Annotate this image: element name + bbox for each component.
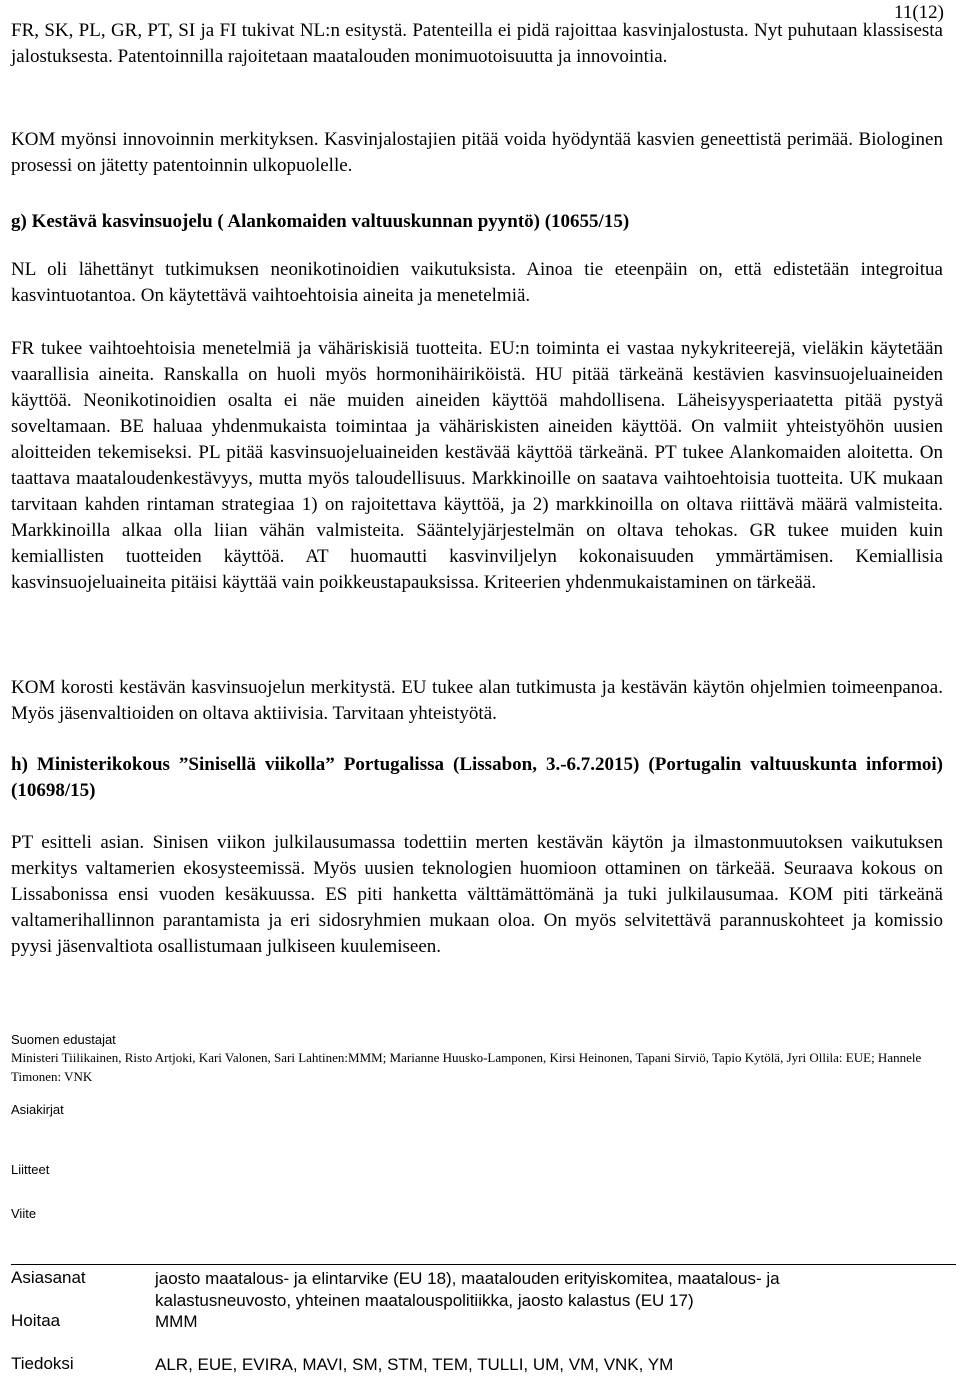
paragraph-kom-innovation: KOM myönsi innovoinnin merkityksen. Kasvinjalostajien pitää voida hyödyntää kasvien geneettistä perimää. Biologinen prosessi on jätetty patentoinnin ulkopuolelle.	[11, 129, 943, 176]
subject-value: jaosto maatalous- ja elintarvike (EU 18), maatalouden erityiskomitea, maatalous- ja kalastusneuvosto, yhteinen maatalouspolitiikka, jaosto kalastus (EU 17)	[155, 1269, 780, 1310]
paragraph-kom-plant-protection: KOM korosti kestävän kasvinsuojelun merkitystä. EU tukee alan tutkimusta ja kestävän käytön ohjelmien toimeenpanoa. Myös jäsenvaltioiden on oltava aktiivisia. Tarvitaan yhteistyötä.	[11, 677, 943, 724]
paragraph-blue-week: PT esitteli asian. Sinisen viikon julkilausumassa todettiin merten kestävän käytön ja ilmastonmuutoksen vaikutuksen merkitys valtamerien ekosysteemissä. Myös uusien teknologien huomioon ottaminen on tärkeää. Seuraava kokous on Lissabonissa ensi vuoden kesäkuussa. ES piti hanketta välttämättömänä ja tuki julkilausumaa. KOM piti tärkeänä valtamerihallinnon parantamista ja eri sidosryhmien mukaan oloa. On myös selvitettävä parannuskohteet ja komissio pyysi jäsenvaltiota osallistumaan julkiseen kuulemiseen.	[11, 832, 943, 957]
info-value: ALR, EUE, EVIRA, MAVI, SM, STM, TEM, TULLI, UM, VM, VNK, YM	[155, 1355, 674, 1374]
page-number: 11(12)	[894, 2, 944, 23]
info-label: Tiedoksi	[11, 1354, 74, 1373]
reference-label: Viite	[11, 1206, 37, 1221]
subject-label: Asiasanat	[11, 1268, 86, 1287]
paragraph-nl-study: NL oli lähettänyt tutkimuksen neonikotinoidien vaikutuksista. Ainoa tie eteenpäin on, että edistetään integroitua kasvintuotantoa. On käytettävä vaihtoehtoisia aineita ja menetelmiä.	[11, 259, 943, 306]
representatives-text: Ministeri Tiilikainen, Risto Artjoki, Kari Valonen, Sari Lahtinen:MMM; Marianne Huusko-Lamponen, Kirsi Heinonen, Tapani Sirviö, Tapio Kytölä, Jyri Ollila: EUE; Hannele Timonen: VNK	[11, 1050, 922, 1084]
handler-value: MMM	[155, 1312, 198, 1331]
documents-label: Asiakirjat	[11, 1102, 64, 1117]
section-heading-h: h) Ministerikokous ”Sinisellä viikolla” Portugalissa (Lissabon, 3.-6.7.2015) (Portugalin valtuuskunta informoi) (10698/15)	[11, 754, 943, 801]
paragraph-member-states: FR tukee vaihtoehtoisia menetelmiä ja vähäriskisiä tuotteita. EU:n toiminta ei vastaa nykykriteerejä, vieläkin käytetään vaarallisia aineita. Ranskalla on huoli myös hormonihäiriköistä. HU pitää tärkeänä kestävien kasvinsuojeluaineiden käyttöä. Neonikotinoidien osalta ei näe muiden aineiden käyttöä mahdollisena. Läheisyysperiaatetta pitää pystyä soveltamaan. BE haluaa yhdenmukaista toimintaa ja vähäriskisten aineiden käyttöä. On valmiit yhteistyöhön uusien aloitteiden tekemiseksi. PL pitää kasvinsuojeluaineiden kestävää käyttöä tärkeänä. PT tukee Alankomaiden aloitetta. On taattava maataloudenkestävyys, mutta myös taloudellisuus. Markkinoille on saatava vaihtoehtoisia tuotteita. UK mukaan tarvitaan kahden rintaman strategiaa 1) on rajoitettava käyttöä, ja 2) markkinoilla on oltava riittävä määrä valmisteita. Markkinoilla alkaa olla liian vähän valmisteita. Sääntelyjärjestelmän on oltava tehokas. GR tukee muiden kuin kemiallisten tuotteiden käyttöä. AT huomautti kasvinviljelyn kokonaisuuden ymmärtämisen. Kemiallisia kasvinsuojeluaineita pitäisi käyttää vain poikkeustapauksissa. Kriteerien yhdenmukaistaminen on tärkeää.	[11, 338, 943, 593]
representatives-label: Suomen edustajat	[11, 1032, 116, 1047]
attachments-label: Liitteet	[11, 1162, 50, 1177]
table-top-rule	[11, 1264, 956, 1265]
paragraph-nl-support: FR, SK, PL, GR, PT, SI ja FI tukivat NL:n esitystä. Patenteilla ei pidä rajoittaa kasvinjalostusta. Nyt puhutaan klassisesta jalostuksesta. Patentoinnilla rajoitetaan maatalouden monimuotoisuutta ja innovointia.	[11, 20, 943, 67]
section-heading-g: g) Kestävä kasvinsuojelu ( Alankomaiden valtuuskunnan pyyntö) (10655/15)	[11, 211, 630, 232]
handler-label: Hoitaa	[11, 1311, 61, 1330]
